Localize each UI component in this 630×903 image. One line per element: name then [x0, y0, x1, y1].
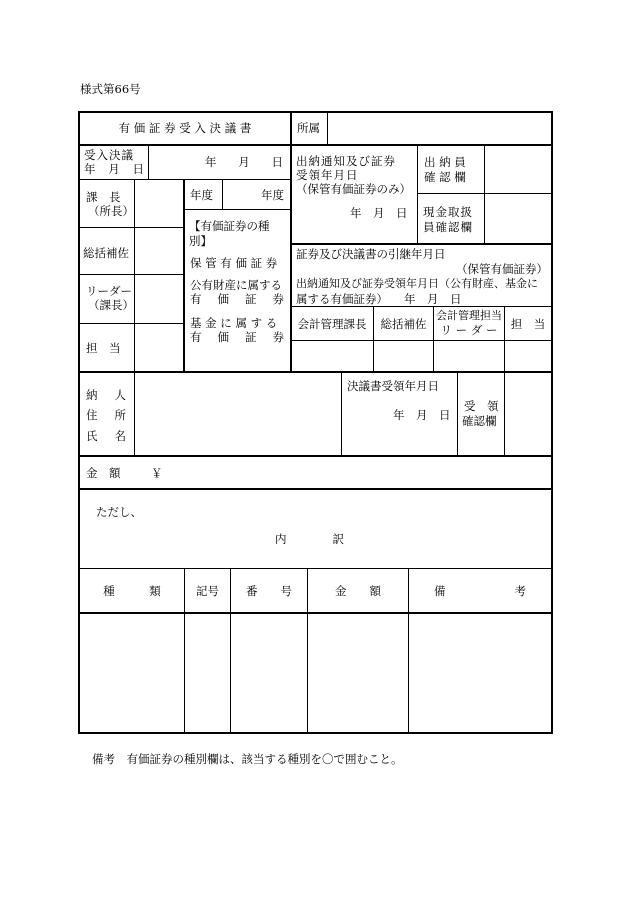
table-cell-number[interactable]	[232, 615, 306, 731]
table-cell-symbol[interactable]	[186, 615, 229, 731]
column-remarks: 備 考	[434, 584, 526, 598]
cash-check-label: 現金取扱	[423, 205, 473, 219]
securities-type-heading-2: 別】	[189, 234, 212, 248]
column-amount: 金 額	[335, 584, 381, 598]
breakdown-label: 内 訳	[275, 532, 344, 546]
notice-label-3: （保管有価証券のみ）	[296, 182, 411, 196]
leader-label: リーダー	[86, 284, 132, 298]
handover-label-2: （保管有価証券）	[456, 262, 548, 276]
fiscal-year-value[interactable]: 年度	[261, 188, 284, 202]
however-label: ただし、	[96, 505, 142, 519]
securities-type-fund-2: 有 価 証 券	[190, 330, 284, 344]
approver-accounting-leader-2: リ ー ダ ー	[440, 323, 498, 337]
approver-accounting-chief: 会計管理課長	[297, 317, 367, 331]
stamp-deputy[interactable]	[375, 342, 432, 370]
handover-label-4: 属する有価証券）	[296, 292, 388, 306]
section-chief-sub: （所長）	[88, 204, 134, 218]
fiscal-year-label: 年度	[190, 188, 213, 202]
handover-label: 証券及び決議書の引継年月日	[296, 247, 446, 261]
receipt-confirm-stamp[interactable]	[506, 374, 550, 454]
stamp-person-in-charge[interactable]	[506, 342, 550, 370]
receipt-confirm-label: 受 領	[464, 399, 499, 413]
receipt-decision-date[interactable]: 年 月 日	[205, 155, 283, 169]
section-chief-label: 課 長	[86, 190, 121, 204]
approver-accounting-leader: 会計管理担当	[436, 309, 502, 322]
cashier-confirm-label: 出 納 員	[424, 155, 466, 169]
receipt-decision-label-ymd: 年 月 日	[84, 162, 144, 176]
notice-label-2: 受領年月日	[296, 168, 359, 182]
leader-stamp[interactable]	[136, 276, 182, 322]
column-symbol: 記号	[196, 584, 219, 598]
deputy-label: 総括補佐	[83, 246, 129, 260]
notice-label: 出納通知及び証券	[296, 154, 396, 168]
securities-type-public-property[interactable]: 公有財産に属する	[190, 278, 282, 292]
table-cell-remarks[interactable]	[410, 615, 550, 731]
handover-label-3: 出納通知及び証券受領年月日（公有財産、基金に	[296, 277, 538, 290]
notice-date[interactable]: 年 月 日	[350, 206, 408, 220]
leader-sub: （課長）	[88, 298, 134, 312]
payee-field[interactable]	[136, 374, 339, 454]
stamp-accounting-chief[interactable]	[292, 342, 372, 370]
amount-field[interactable]	[166, 459, 548, 486]
table-cell-type[interactable]	[80, 615, 183, 731]
deputy-stamp[interactable]	[136, 229, 182, 273]
table-cell-amount[interactable]	[309, 615, 407, 731]
securities-type-custody[interactable]: 保 管 有 価 証 券	[190, 256, 278, 270]
address-label: 住 所	[86, 408, 126, 422]
decision-received-label: 決議書受領年月日	[347, 379, 439, 393]
securities-type-fund[interactable]: 基 金 に 属 す る	[190, 316, 278, 330]
decision-received-date[interactable]: 年 月 日	[393, 408, 451, 422]
payee-label: 納 人	[86, 388, 126, 402]
person-in-charge-stamp[interactable]	[136, 325, 182, 370]
securities-type-public-property-2: 有 価 証 券	[190, 292, 284, 306]
cashier-confirm-stamp[interactable]	[486, 147, 550, 192]
office-field[interactable]	[330, 114, 548, 142]
amount-label: 金 額	[86, 466, 121, 480]
cash-check-stamp[interactable]	[486, 195, 550, 242]
column-number: 番 号	[246, 584, 292, 598]
approver-person-in-charge: 担 当	[510, 317, 546, 331]
cash-check-label-2: 員確認欄	[423, 220, 473, 234]
stamp-leader[interactable]	[435, 342, 503, 370]
securities-type-heading: 【有価証券の種	[189, 219, 270, 233]
currency-symbol: ￥	[151, 466, 163, 480]
form-number: 様式第66号	[80, 82, 141, 96]
name-label: 氏 名	[86, 429, 126, 443]
section-chief-stamp[interactable]	[136, 181, 182, 226]
footnote: 備考 有価証券の種別欄は、該当する種別を〇で囲むこと。	[92, 752, 403, 766]
person-in-charge-label: 担 当	[86, 341, 121, 355]
receipt-decision-label: 受入決議	[84, 148, 134, 162]
handover-date[interactable]: 年 月 日	[404, 292, 462, 306]
approver-deputy: 総括補佐	[380, 317, 427, 331]
column-type: 種 類	[103, 584, 161, 598]
form-title: 有 価 証 券 受 入 決 議 書	[118, 121, 252, 135]
cashier-confirm-label-2: 確 認 欄	[424, 170, 466, 184]
receipt-confirm-label-2: 確認欄	[462, 414, 497, 428]
office-label: 所属	[297, 121, 320, 135]
